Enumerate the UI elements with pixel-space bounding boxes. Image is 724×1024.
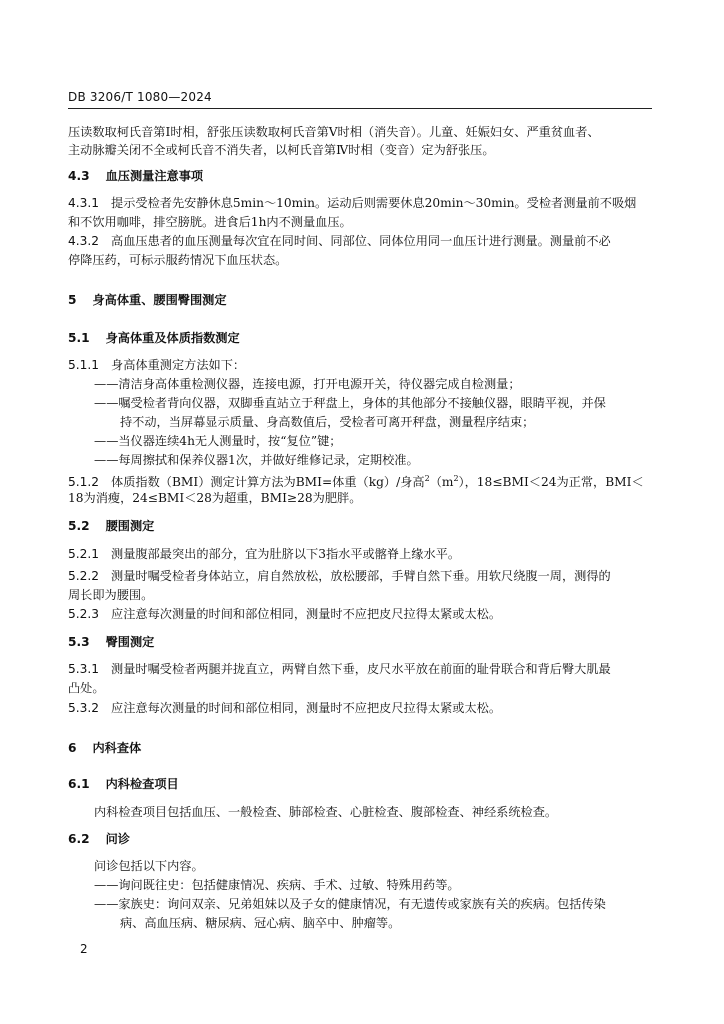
list-item-dash: ——清洁身高体重检测仪器，连接电源，打开电源开关，待仪器完成自检测量； [94, 377, 521, 391]
section-heading-5-1 [68, 330, 240, 346]
section-title: 臀围测定 [105, 635, 155, 649]
section-heading-6-2 [68, 831, 130, 847]
document-id: DB 3206/T 1080—2024 [68, 90, 212, 104]
clause-text: 提示受检者先安静休息5min～10min。运动后则需要休息20min～30min。受检者测量前不吸烟 [111, 196, 637, 210]
section-number: 6.2 [68, 832, 90, 846]
list-item-dash: ——当仪器连续4h无人测量时，按“复位”键； [94, 434, 342, 448]
clause-5-2-1 [68, 546, 460, 562]
section-title: 内科检查项目 [105, 777, 179, 791]
paragraph-continued-line-1: 压读数取柯氏音第Ⅰ时相，舒张压读数取柯氏音第Ⅴ时相（消失音）。儿童、妊娠妇女、严重贫血者、 [68, 125, 600, 139]
clause-5-2-2-line-1 [68, 568, 611, 584]
section-title: 血压测量注意事项 [105, 169, 204, 183]
clause-text: 体质指数（BMI）测定计算方法为BMI=体重（kg）/身高 [111, 475, 425, 490]
clause-5-2-2-line-2: 周长即为腰围。 [68, 588, 154, 602]
clause-number: 5.2.3 [68, 607, 100, 621]
clause-number: 5.1.2 [68, 475, 100, 490]
section-heading-5-2 [68, 518, 154, 534]
list-item-dash: ——嘱受检者背向仪器，双脚垂直站立于秤盘上，身体的其他部分不接触仪器，眼睛平视，并保 [94, 396, 606, 410]
superscript: 2 [453, 474, 459, 483]
list-item-dash: ——每周擦拭和保养仪器1次，并做好维修记录，定期校准。 [94, 453, 419, 467]
clause-4-3-1-line-1 [68, 195, 636, 211]
clause-4-3-2-line-2: 停降压药，可标示服药情况下血压状态。 [68, 253, 288, 267]
page-number: 2 [80, 942, 88, 956]
clause-5-1-2-line-1 [68, 471, 644, 490]
list-item-dash: ——家族史：询问双亲、兄弟姐妹以及子女的健康情况，有无遗传或家族有关的疾病。包括传染 [94, 897, 606, 911]
section-title: 腰围测定 [105, 519, 155, 533]
clause-5-2-3 [68, 606, 501, 622]
clause-number: 5.2.2 [68, 569, 100, 583]
clause-number: 5.3.2 [68, 701, 100, 715]
chapter-number: 5 [68, 293, 77, 307]
clause-5-3-1-line-1 [68, 661, 611, 677]
clause-number: 5.2.1 [68, 547, 100, 561]
clause-text: 高血压患者的血压测量每次宜在同时间、同部位、同体位用同一血压计进行测量。测量前不必 [111, 234, 611, 248]
chapter-heading-5 [68, 292, 227, 308]
chapter-title: 内科查体 [92, 741, 142, 755]
clause-5-3-1-line-2: 凸处。 [68, 681, 105, 695]
clause-text: ），18≤BMI＜24为正常，BMI＜ [458, 475, 644, 490]
clause-4-3-2-line-1 [68, 233, 611, 249]
clause-number: 5.3.1 [68, 662, 100, 676]
paragraph-6-1: 内科检查项目包括血压、一般检查、肺部检查、心脏检查、腹部检查、神经系统检查。 [94, 805, 558, 819]
clause-text: 测量时嘱受检者身体站立，肩自然放松，放松腰部，手臂自然下垂。用软尺绕腹一周，测得的 [111, 569, 611, 583]
chapter-heading-6 [68, 740, 141, 756]
section-number: 5.3 [68, 635, 90, 649]
section-heading-4-3 [68, 168, 203, 184]
clause-5-1-1-line-1 [68, 357, 245, 373]
clause-number: 4.3.2 [68, 234, 100, 248]
superscript: 2 [424, 474, 430, 483]
clause-number: 4.3.1 [68, 196, 100, 210]
chapter-number: 6 [68, 741, 77, 755]
clause-number: 5.1.1 [68, 358, 100, 372]
section-number: 6.1 [68, 777, 90, 791]
clause-text: 身高体重测定方法如下： [111, 358, 246, 372]
section-number: 4.3 [68, 169, 90, 183]
clause-5-3-2 [68, 700, 501, 716]
chapter-title: 身高体重、腰围臀围测定 [92, 293, 227, 307]
section-title: 身高体重及体质指数测定 [105, 331, 240, 345]
list-item-continuation: 持不动，当屏幕显示质量、身高数值后，受检者可离开秤盘，测量程序结束； [120, 415, 535, 429]
section-number: 5.1 [68, 331, 90, 345]
clause-5-1-2-line-2: 18为消瘦，24≤BMI＜28为超重，BMI≥28为肥胖。 [68, 491, 362, 505]
paragraph-6-2: 问诊包括以下内容。 [94, 859, 204, 873]
clause-text: 应注意每次测量的时间和部位相同，测量时不应把皮尺拉得太紧或太松。 [111, 701, 502, 715]
section-title: 问诊 [105, 832, 130, 846]
section-number: 5.2 [68, 519, 90, 533]
clause-text: 测量腹部最突出的部分，宜为肚脐以下3指水平或髂脊上缘水平。 [111, 547, 461, 561]
list-item-dash: ——询问既往史：包括健康情况、疾病、手术、过敏、特殊用药等。 [94, 878, 460, 892]
paragraph-continued-line-2: 主动脉瓣关闭不全或柯氏音不消失者，以柯氏音第Ⅳ时相（变音）定为舒张压。 [68, 143, 495, 157]
list-item-continuation: 病、高血压病、糖尿病、冠心病、脑卒中、肿瘤等。 [120, 916, 401, 930]
header-divider [68, 108, 652, 109]
clause-text: 测量时嘱受检者两腿并拢直立，两臂自然下垂，皮尺水平放在前面的耻骨联合和背后臀大肌最 [111, 662, 611, 676]
section-heading-6-1 [68, 776, 179, 792]
clause-4-3-1-line-2: 和不饮用咖啡，排空膀胱。进食后1h内不测量血压。 [68, 215, 352, 229]
clause-text: （m [429, 475, 454, 490]
clause-text: 应注意每次测量的时间和部位相同，测量时不应把皮尺拉得太紧或太松。 [111, 607, 502, 621]
section-heading-5-3 [68, 634, 154, 650]
